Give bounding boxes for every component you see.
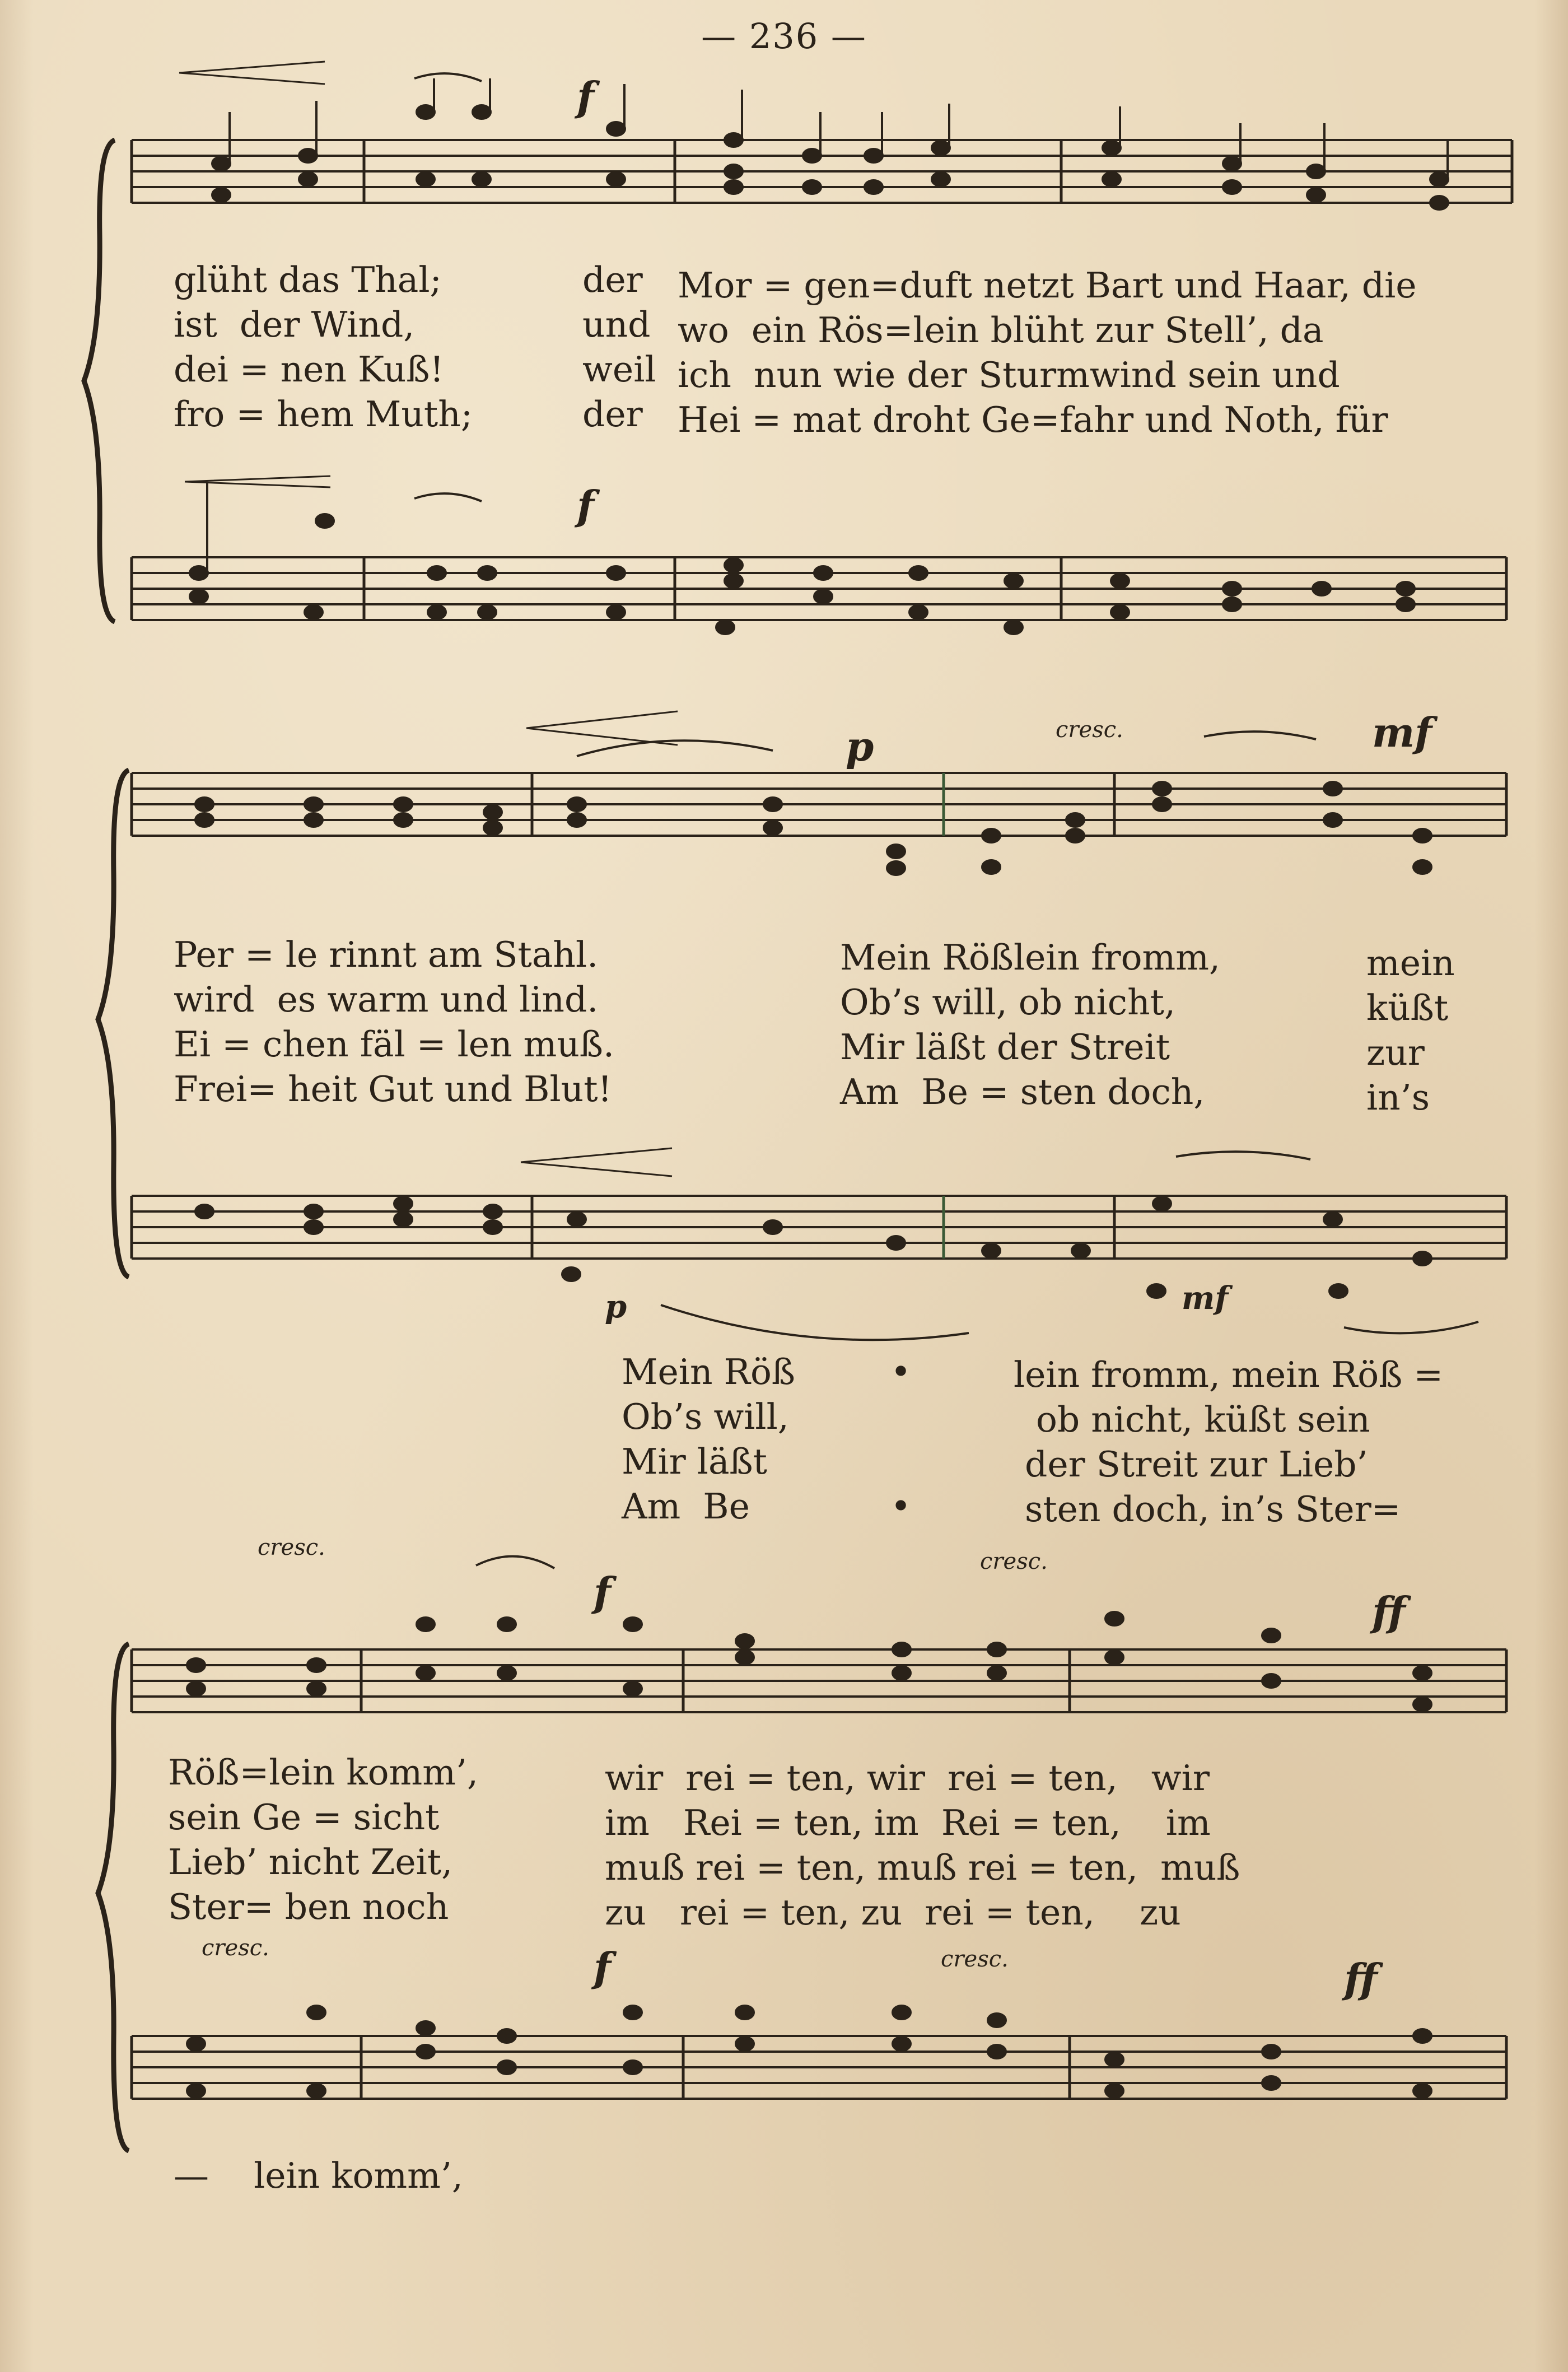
system-brace <box>98 1644 129 2151</box>
lyric-dot: • <box>890 1486 912 1527</box>
lyric-line: Ob’s will, ob nicht, <box>840 982 1175 1023</box>
lyric-line: wo ein Rös=lein blüht zur Stell’, da <box>678 310 1324 351</box>
dynamic-crescendo: cresc. <box>202 1935 269 1961</box>
slur <box>1204 731 1316 739</box>
dynamic-forte: f <box>577 482 594 529</box>
slur <box>476 1557 554 1568</box>
lyric-line: ist der Wind, <box>174 304 415 345</box>
lyric-line: Mein Röß <box>622 1352 795 1392</box>
lyric-dot: • <box>890 1352 912 1392</box>
lyric-line: zur <box>1366 1032 1425 1073</box>
dynamic-fortissimo: ff <box>1344 1955 1378 2002</box>
lyric-line: sten doch, in’s Ster= <box>1025 1489 1401 1530</box>
lyric-line: Per = le rinnt am Stahl. <box>174 934 599 975</box>
decrescendo-hairpin <box>526 711 678 745</box>
lyric-line: ich nun wie der Sturmwind sein und <box>678 355 1340 395</box>
slur <box>414 73 482 81</box>
staff-lines <box>132 140 1512 203</box>
slur <box>1176 1152 1310 1159</box>
staff-lines <box>132 1196 1506 1259</box>
dynamic-crescendo: cresc. <box>258 1535 325 1560</box>
system-brace <box>98 770 129 1277</box>
lyric-line: — lein komm’, <box>174 2155 463 2196</box>
lyric-line: im Rei = ten, im Rei = ten, im <box>605 1802 1211 1843</box>
staff-lines <box>132 2036 1506 2099</box>
dynamic-mezzo-forte: mf <box>1372 709 1432 756</box>
lyric-line: der Streit zur Lieb’ <box>1025 1444 1368 1485</box>
lyric-line: Hei = mat droht Ge=fahr und Noth, für <box>678 399 1388 440</box>
dynamic-fortissimo: ff <box>1372 1588 1406 1635</box>
lyric-line: Ster= ben noch <box>168 1886 449 1927</box>
lyric-line: Mein Rößlein fromm, <box>840 937 1221 978</box>
lyric-line: wird es warm und lind. <box>174 979 599 1020</box>
dynamic-crescendo: cresc. <box>980 1549 1048 1574</box>
lyric-line: Röß=lein komm’, <box>168 1752 479 1793</box>
lyric-line: Am Be = sten doch, <box>840 1071 1205 1112</box>
lyric-line: wir rei = ten, wir rei = ten, wir <box>605 1758 1210 1798</box>
lyric-line: weil <box>582 349 656 390</box>
system-brace <box>84 140 115 622</box>
decrescendo-hairpin <box>179 62 325 84</box>
lyric-line: Frei= heit Gut und Blut! <box>174 1069 612 1110</box>
dynamic-forte: f <box>594 1944 611 1991</box>
lyric-line: Ei = chen fäl = len muß. <box>174 1024 615 1065</box>
lyric-line: muß rei = ten, muß rei = ten, muß <box>605 1847 1240 1888</box>
dynamic-crescendo: cresc. <box>941 1946 1009 1972</box>
dynamic-crescendo: cresc. <box>1056 717 1123 743</box>
dynamic-forte: f <box>594 1568 611 1616</box>
slur <box>414 493 482 501</box>
dynamic-piano: p <box>605 1288 627 1325</box>
lyric-line: ob nicht, küßt sein <box>1036 1399 1370 1440</box>
lyric-line: dei = nen Kuß! <box>174 349 444 390</box>
slur <box>661 1305 969 1340</box>
lyric-line: und <box>582 304 651 345</box>
lyric-line: Ob’s will, <box>622 1396 789 1437</box>
lyric-line: Mor = gen=duft netzt Bart und Haar, die <box>678 265 1417 306</box>
lyric-line: zu rei = ten, zu rei = ten, zu <box>605 1892 1181 1933</box>
lyric-line: der <box>582 259 643 300</box>
lyric-line: Am Be <box>622 1486 750 1527</box>
lyric-line: in’s <box>1366 1077 1430 1118</box>
staff-lines <box>132 1649 1506 1712</box>
lyric-line: mein <box>1366 943 1455 984</box>
lyric-line: Lieb’ nicht Zeit, <box>168 1842 453 1882</box>
lyric-line: Mir läßt <box>622 1441 767 1482</box>
lyric-line: sein Ge = sicht <box>168 1797 440 1838</box>
slur <box>577 740 773 756</box>
lyric-line: glüht das Thal; <box>174 259 442 300</box>
dynamic-forte: f <box>577 73 594 120</box>
decrescendo-hairpin <box>521 1148 672 1176</box>
slur <box>1344 1322 1478 1333</box>
lyric-line: küßt <box>1366 987 1449 1028</box>
lyric-line: fro = hem Muth; <box>174 394 473 435</box>
lyric-line: lein fromm, mein Röß = <box>1014 1354 1444 1395</box>
dynamic-piano: p <box>846 723 874 770</box>
lyric-line: Mir läßt der Streit <box>840 1027 1170 1068</box>
lyric-line: der <box>582 394 643 435</box>
staff-lines <box>132 773 1506 836</box>
dynamic-mezzo-forte: mf <box>1182 1280 1229 1317</box>
page-number: — 236 — <box>701 16 867 57</box>
